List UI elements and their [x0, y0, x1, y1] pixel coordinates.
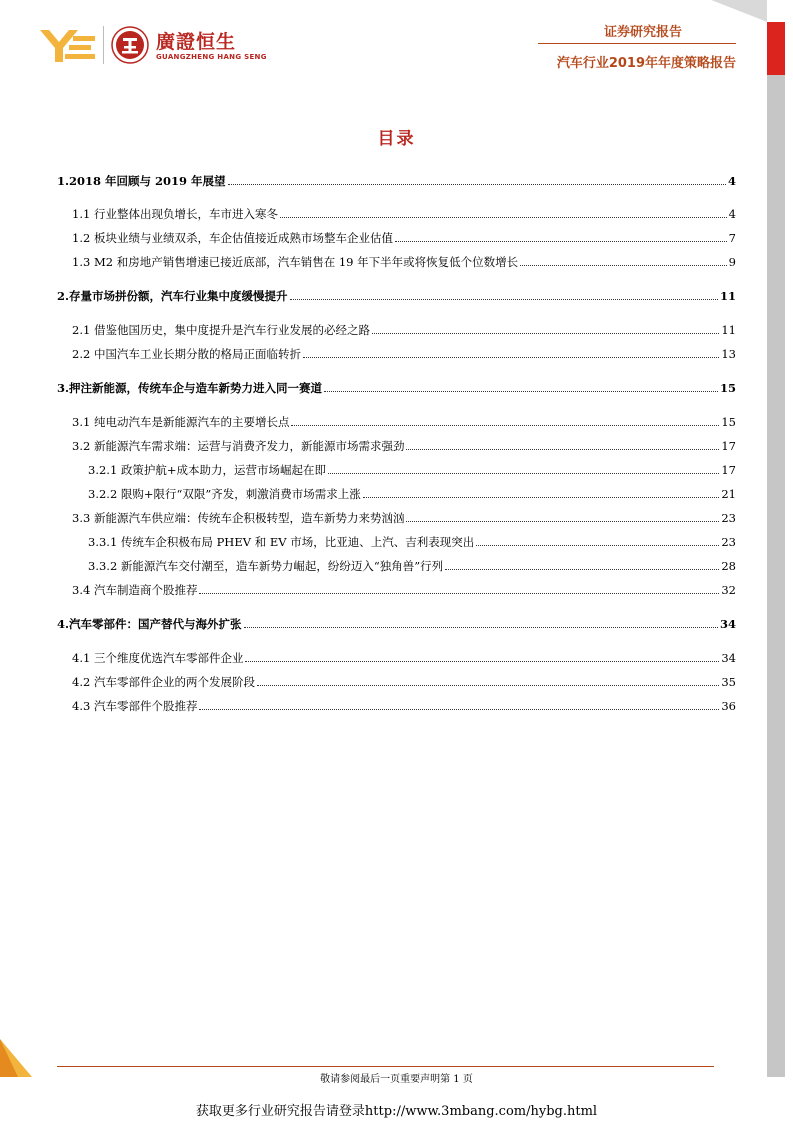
toc-title: 目录 [377, 129, 416, 149]
toc-entry-page: 35 [721, 675, 736, 689]
toc-entry-page: 4 [728, 207, 736, 221]
toc-entry[interactable] [57, 321, 736, 337]
toc-entry-label: 2.1 借鉴他国历史，集中度提升是汽车行业发展的必经之路 [72, 323, 370, 337]
toc-entry[interactable] [57, 229, 736, 245]
toc-entry-label: 2.2 中国汽车工业长期分散的格局正面临转折 [72, 347, 301, 361]
toc-entry-page: 21 [721, 487, 736, 501]
toc-entry[interactable] [57, 287, 736, 303]
header-divider [538, 43, 736, 44]
toc-entry-label: 3.3 新能源汽车供应端：传统车企积极转型，造车新势力来势汹汹 [72, 511, 405, 525]
toc-entry[interactable] [57, 697, 736, 713]
toc-dot-leader [406, 449, 719, 450]
toc-dot-leader [244, 627, 718, 628]
toc-entry-page: 9 [728, 255, 736, 269]
toc-dot-leader [324, 391, 718, 392]
toc-entry-label: 3.1 纯电动汽车是新能源汽车的主要增长点 [72, 415, 290, 429]
toc-dot-leader [476, 545, 719, 546]
brand-name-en: GUANGZHENG HANG SENG [156, 53, 267, 61]
footer-promo-link[interactable]: 获取更多行业研究报告请登录http://www.3mbang.com/hybg.html [195, 1104, 598, 1119]
toc-entry-label: 2.存量市场拼份额，汽车行业集中度缓慢提升 [57, 289, 288, 303]
logo-divider [103, 26, 104, 64]
toc-entry-page: 17 [721, 463, 736, 477]
toc-entry-page: 11 [721, 323, 736, 337]
toc-entry[interactable] [57, 461, 736, 477]
toc-dot-leader [257, 685, 719, 686]
toc-dot-leader [363, 497, 720, 498]
toc-dot-leader [395, 241, 727, 242]
toc-dot-leader [328, 473, 719, 474]
footer-divider [57, 1066, 714, 1067]
toc-entry[interactable] [57, 581, 736, 597]
toc-entry-label: 1.2018 年回顾与 2019 年展望 [57, 174, 226, 188]
toc-entry-label: 1.3 M2 和房地产销售增速已接近底部，汽车销售在 19 年下半年或将恢复低个位数增长 [72, 255, 519, 269]
toc-entry-page: 17 [721, 439, 736, 453]
toc-entry-label: 3.3.1 传统车企积极布局 PHEV 和 EV 市场，比亚迪、上汽、吉利表现突出 [88, 535, 475, 549]
toc-entry-label: 1.1 行业整体出现负增长，车市进入寒冬 [72, 207, 278, 221]
toc-dot-leader [228, 184, 726, 185]
toc-entry[interactable] [57, 533, 736, 549]
toc-entry[interactable] [57, 615, 736, 631]
footer-disclaimer: 敬请参阅最后一页重要声明第 1 页 [320, 1074, 473, 1085]
report-type: 证券研究报告 [603, 25, 682, 40]
toc-dot-leader [406, 521, 719, 522]
toc-entry-page: 34 [721, 651, 736, 665]
toc-dot-leader [199, 709, 719, 710]
toc-dot-leader [445, 569, 719, 570]
toc-entry[interactable] [57, 649, 736, 665]
toc-entry-page: 36 [721, 699, 736, 713]
toc-entry[interactable] [57, 557, 736, 573]
toc-entry-label: 1.2 板块业绩与业绩双杀，车企估值接近成熟市场整车企业估值 [72, 231, 393, 245]
toc-entry[interactable] [57, 379, 736, 395]
toc-entry-page: 7 [728, 231, 736, 245]
toc-entry-label: 4.3 汽车零部件个股推荐 [72, 699, 198, 713]
toc-entry-label: 4.汽车零部件：国产替代与海外扩张 [57, 617, 242, 631]
toc-entry-label: 3.2.2 限购+限行“双限”齐发，刺激消费市场需求上涨 [88, 487, 361, 501]
side-accent-gray [767, 75, 785, 1077]
toc-entry-page: 23 [721, 511, 736, 525]
toc-entry-page: 32 [721, 583, 736, 597]
ye-logo-icon [40, 26, 98, 66]
toc-entry-page: 4 [727, 174, 736, 188]
toc-entry-page: 28 [721, 559, 736, 573]
toc-entry[interactable] [57, 485, 736, 501]
toc-entry[interactable] [57, 172, 736, 188]
toc-entry-page: 13 [721, 347, 736, 361]
toc-dot-leader [245, 661, 719, 662]
toc-entry-page: 15 [719, 381, 736, 395]
toc-entry-page: 11 [719, 289, 736, 303]
seal-logo-icon [111, 26, 149, 64]
toc-entry-page: 15 [721, 415, 736, 429]
toc-entry-label: 3.2.1 政策护航+成本助力，运营市场崛起在即 [88, 463, 327, 477]
toc-entry[interactable] [57, 205, 736, 221]
toc-entry[interactable] [57, 509, 736, 525]
toc-entry[interactable] [57, 253, 736, 269]
brand-name-cn: 廣證恒生 [156, 31, 237, 53]
toc-dot-leader [372, 333, 719, 334]
toc-entry[interactable] [57, 437, 736, 453]
toc-entry-label: 3.3.2 新能源汽车交付潮至，造车新势力崛起，纷纷迈入“独角兽”行列 [88, 559, 444, 573]
side-accent-red [767, 22, 785, 75]
toc-entry-label: 4.1 三个维度优选汽车零部件企业 [72, 651, 244, 665]
toc-entry-page: 23 [721, 535, 736, 549]
toc-dot-leader [199, 593, 719, 594]
toc-entry-label: 3.押注新能源，传统车企与造车新势力进入同一赛道 [57, 381, 323, 395]
report-title: 汽车行业2019年年度策略报告 [556, 56, 736, 71]
toc-entry[interactable] [57, 413, 736, 429]
toc-dot-leader [290, 299, 718, 300]
toc-dot-leader [291, 425, 719, 426]
toc-entry-label: 4.2 汽车零部件企业的两个发展阶段 [72, 675, 255, 689]
toc-entry-label: 3.2 新能源汽车需求端：运营与消费齐发力，新能源市场需求强劲 [72, 439, 405, 453]
toc-entry-label: 3.4 汽车制造商个股推荐 [72, 583, 198, 597]
toc-dot-leader [520, 265, 727, 266]
toc-entry-page: 34 [719, 617, 736, 631]
toc-dot-leader [280, 217, 727, 218]
toc-entry[interactable] [57, 345, 736, 361]
page-corner-decoration [711, 0, 767, 22]
toc-dot-leader [303, 357, 719, 358]
toc-entry[interactable] [57, 673, 736, 689]
